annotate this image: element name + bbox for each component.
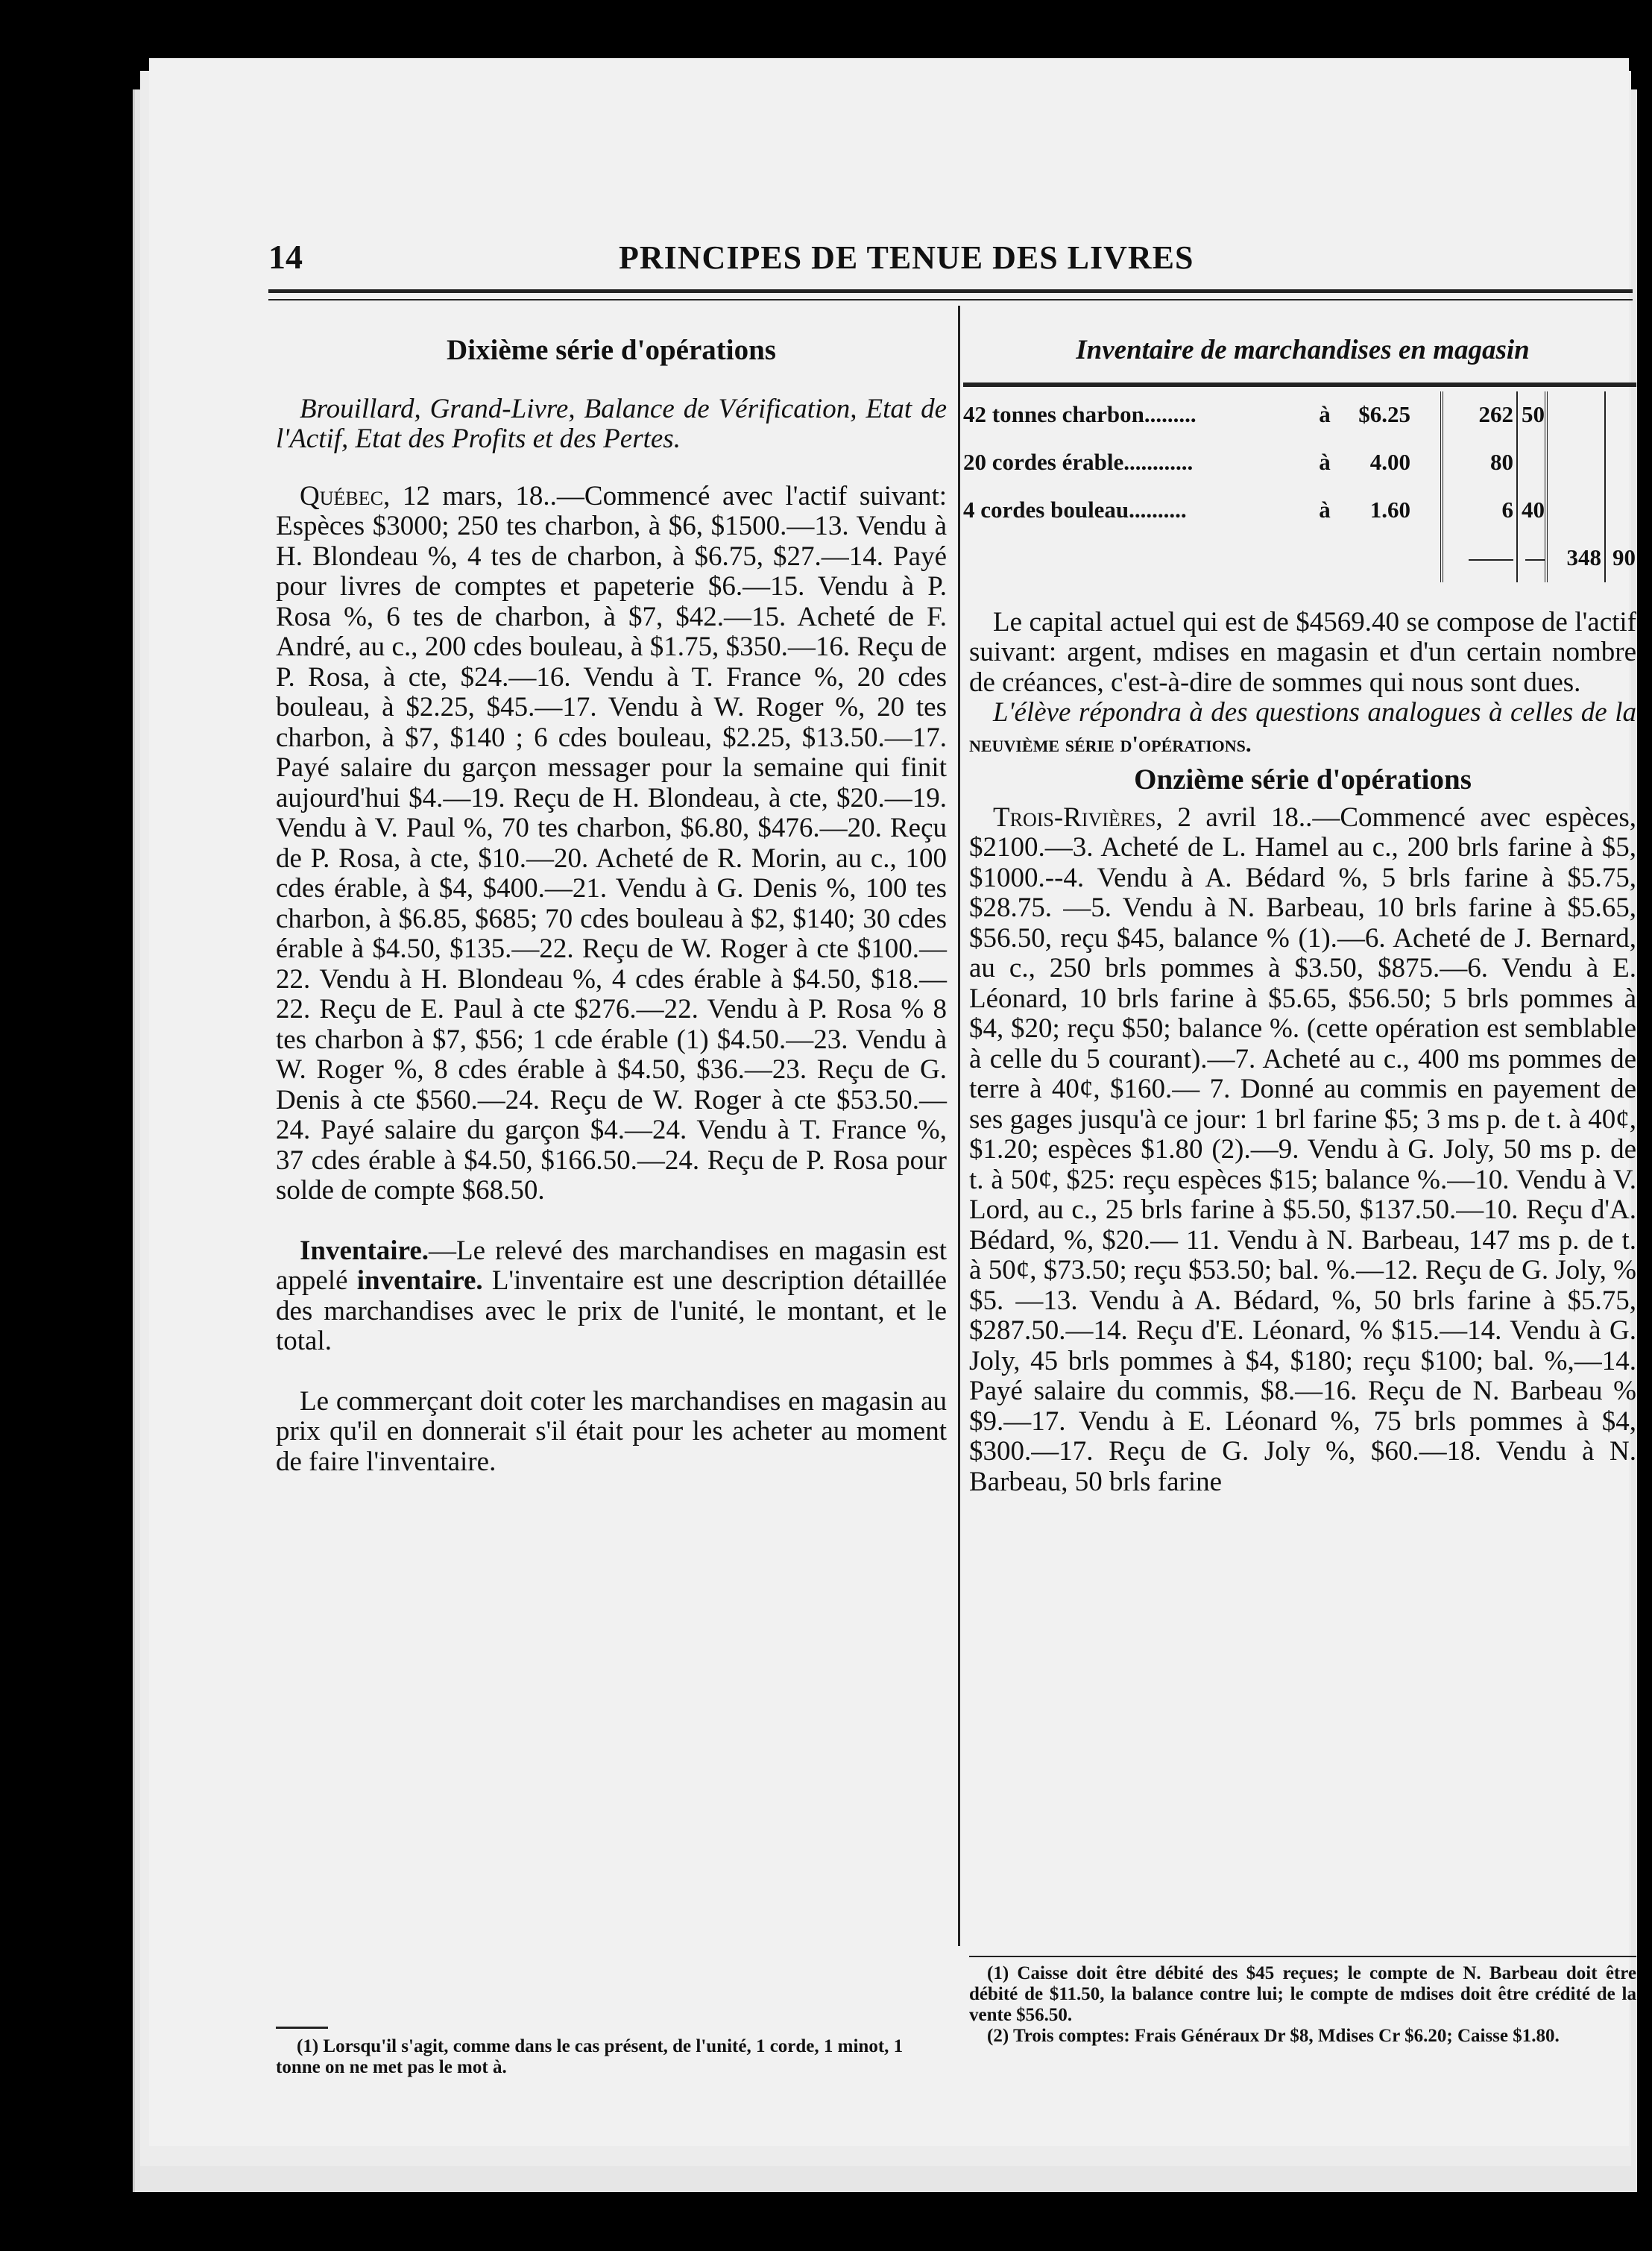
inventaire-paragraph [276,1236,947,1357]
inventaire-term: Inventaire. [300,1235,429,1266]
inventory-at: à [1319,497,1331,523]
inventory-at: à [1319,449,1331,476]
section-heading-dixieme: Dixième série d'opérations [447,334,776,366]
footnote-rule [276,2027,328,2029]
inventory-rate: $6.25 [1358,401,1410,428]
quebec-paragraph [276,482,947,1206]
inventory-cents: 50 [1517,391,1546,439]
place-quebec: Québec, [300,480,391,511]
inventory-title: Inventaire de marchandises en magasin [1076,335,1530,365]
inventory-table [963,391,1636,582]
inventory-row [963,487,1636,535]
eleve-text: L'élève répondra à des questions analogues à celles de la [993,697,1636,728]
book-page [149,58,1636,2146]
right-footnote-block [969,1956,1636,2047]
inventory-total-row [963,535,1636,582]
right-footnote-1: (1) Caisse doit être débité des $45 reçues; le compte de N. Barbeau doit être débité de $11.50, la balance contre lui; le compte de mdises doit être crédité de la vente $56.50. [969,1963,1636,2025]
inventaire-term2: inventaire. [356,1265,483,1296]
inventory-dollars: 80 [1442,439,1517,487]
inventory-item: 20 cordes érable............ [963,449,1194,476]
capital-paragraph: Le capital actuel qui est de $4569.40 se compose de l'actif suivant: argent, mdises en magasin et d'un certain nombre de créances, c'est-à-dire de sommes qui nous sont dues. [969,606,1636,698]
inventory-cents: 40 [1517,487,1546,535]
total-rule [1469,559,1513,561]
section-subtitle: Brouillard, Grand-Livre, Balance de Vérification, Etat de l'Actif, Etat des Profits et des Pertes. [276,393,947,454]
right-footnote-2: (2) Trois comptes: Frais Généraux Dr $8, Mdises Cr $6.20; Caisse $1.80. [987,2026,1560,2046]
inventory-total-dollars: 348 [1546,535,1605,582]
inventaire-text-b: L'inventaire est une description détaillée des marchandises avec le prix de l'unité, le montant, et le total. [276,1265,947,1356]
inventory-item: 4 cordes bouleau.......... [963,497,1187,523]
header-rule-thick [268,289,1633,293]
inventory-rate: 4.00 [1369,449,1410,476]
inventory-dollars: 262 [1442,391,1517,439]
quebec-operations: 12 mars, 18..—Commencé avec l'actif suivant: Espèces $3000; 250 tes charbon, à $6, $1500.—13. Vendu à H. Blondeau %, 4 tes de charbon, à $6.75, $27.—14. Payé pour livres de comptes et papeterie $6.—15. Vendu à P. Rosa %, 6 tes de charbon, à $7, $42.—15. Acheté de F. André, au c., 200 cdes bouleau, à $1.75, $350.—16. Reçu de P. Rosa, à cte, $24.—16. Vendu à T. France %, 20 cdes bouleau, à $2.25, $45.—17. Vendu à W. Roger %, 20 tes charbon, à $7, $140 ; 6 cdes bouleau, $2.25, $13.50.—17. Payé salaire du garçon messager pour la semaine qui finit aujourd'hui $4.—19. Reçu de H. Blondeau, à cte, $20.—19. Vendu à V. Paul %, 70 tes charbon, $6.80, $476.—20. Reçu de P. Rosa, à cte, $10.—20. Acheté de R. Morin, au c., 100 cdes érable, à $4, $400.—21. Vendu à G. Denis %, 100 tes charbon, à $6.85, $685; 70 cdes bouleau à $2, $140; 30 cdes érable à $4.50, $135.—22. Reçu de W. Roger à cte $100.—22. Vendu à H. Blondeau %, 4 cdes érable à $4.50, $18.—22. Reçu de E. Paul à cte $276.—22. Vendu à P. Rosa % 8 tes charbon à $7, $56; 1 cde érable (1) $4.50.—23. Vendu à W. Roger %, 8 cdes érable à $4.50, $36.—23. Reçu de G. Denis à cte $560.—24. Reçu de W. Roger à cte $53.50.—24. Payé salaire du garçon $4.—24. Vendu à T. France %, 37 cdes érable à $4.50, $166.50.—24. Reçu de P. Rosa pour solde de compte $68.50. [276,480,947,1206]
section-heading-onzieme: Onzième série d'opérations [1134,764,1472,796]
column-divider [958,306,960,1946]
trois-rivieres-operations: 2 avril 18..—Commencé avec espèces, $2100.—3. Acheté de L. Hamel au c., 200 brls farine à $5, $1000.--4. Vendu à A. Bédard %, 5 brls farine à $5.75, $28.75. —5. Vendu à N. Barbeau, 10 brls farine à $5.65, $56.50, reçu $45, balance % (1).—6. Acheté de J. Bernard, au c., 250 brls pommes à $3.50, $875.—6. Vendu à E. Léonard, 10 brls farine à $5.65, $56.50; 5 brls pommes à $4, $20; reçu $50; balance %. (cette opération est semblable à celle du 5 courant).—7. Acheté au c., 400 ms pommes de terre à 40¢, $160.— 7. Donné au commis en payement de ses gages jusqu'à ce jour: 1 brl farine $5; 3 ms p. de t. à 40¢, $1.20; espèces $1.80 (2).—9. Vendu à G. Joly, 50 ms p. de t. à 50¢, $25: reçu espèces $15; balance %.—10. Vendu à V. Lord, au c., 25 brls farine à $5.50, $137.50.—10. Reçu d'A. Bédard, %, $20.— 11. Vendu à N. Barbeau, 147 ms p. de t. à 50¢, $73.50; reçu $53.50; bal. %.—12. Reçu de G. Joly, % $5. —13. Vendu à A. Bédard, %, 50 brls farine à $5.75, $287.50.—14. Reçu d'E. Léonard, % $15.—14. Vendu à G. Joly, 45 brls pommes à $4, $180; reçu $100; bal. %,—14. Payé salaire du commis, $8.—16. Reçu de N. Barbeau % $9.—17. Vendu à E. Léonard %, 75 brls pommes à $4, $300.—17. Reçu de G. Joly %, $60.—18. Vendu à N. Barbeau, 50 brls farine [969,802,1636,1497]
inventory-row [963,439,1636,487]
inventory-rate: 1.60 [1369,497,1410,523]
inventory-cents [1517,439,1546,487]
right-column [963,335,1636,1497]
inventory-rule [963,382,1636,387]
header-rule-thin [268,299,1633,300]
eleve-ref: neuvième série d'opérations. [969,730,1252,757]
left-column [276,336,947,1477]
inventaire-text-a: —Le relevé des marchandises en magasin est appelé [276,1235,947,1296]
page-number: 14 [268,238,303,276]
inventory-total-cents: 90 [1605,535,1636,582]
inventory-at: à [1319,401,1331,428]
eleve-paragraph [969,698,1636,759]
left-footnote-block [276,2027,947,2078]
inventory-dollars: 6 [1442,487,1517,535]
place-trois-rivieres: Trois-Rivières, [993,802,1163,833]
trois-rivieres-paragraph [969,803,1636,1498]
inventory-row [963,391,1636,439]
inventory-item: 42 tonnes charbon......... [963,401,1197,428]
left-footnote: (1) Lorsqu'il s'agit, comme dans le cas présent, de l'unité, 1 corde, 1 minot, 1 tonne on ne met pas le mot à. [276,2036,904,2077]
commercant-paragraph: Le commerçant doit coter les marchandises en magasin au prix qu'il en donnerait s'il était pour les acheter au moment de faire l'inventaire. [276,1385,947,1477]
running-head: PRINCIPES DE TENUE DES LIVRES [619,239,1194,276]
total-rule [1525,559,1545,561]
